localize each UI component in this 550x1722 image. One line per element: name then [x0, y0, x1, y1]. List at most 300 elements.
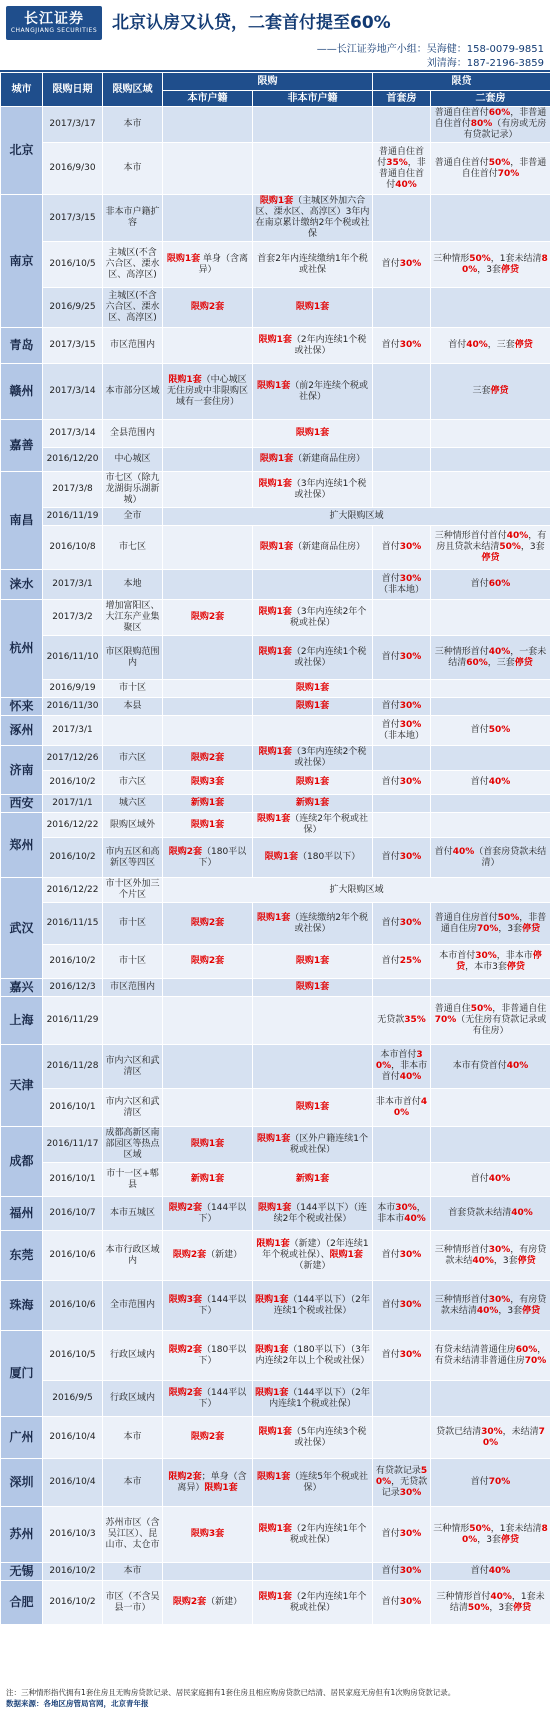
table-row: [1, 1231, 550, 1281]
author-credit-line-2: 刘清海：187-2196-3859: [426, 58, 544, 69]
second-home-cell: 普通自住房首付50%，非普通自住房70%，3套停贷: [431, 903, 550, 945]
first-home-cell: [373, 1163, 431, 1197]
date-cell: 2016/9/19: [43, 680, 103, 698]
logo-zh: 长江证券: [24, 11, 84, 27]
nonlocal-policy-cell: 限购1套（144平以下）（2年内连续1个税或社保）: [253, 1381, 373, 1417]
table-row: [1, 771, 550, 795]
city-cell: 合肥: [1, 1581, 43, 1625]
nonlocal-policy-cell: 限购1套（新建商品住房）: [253, 526, 373, 570]
second-home-cell: 首付40%，三套停贷: [431, 328, 550, 364]
table-row: [1, 698, 550, 716]
date-cell: 2017/3/14: [43, 364, 103, 420]
date-cell: 2016/10/1: [43, 1163, 103, 1197]
area-cell: 本市: [103, 143, 163, 195]
date-cell: 2016/10/6: [43, 1231, 103, 1281]
nonlocal-policy-cell: 新购1套: [253, 1163, 373, 1197]
local-policy-cell: 限购2套: [163, 288, 253, 328]
local-policy-cell: 限购3套（144平以下）: [163, 1281, 253, 1331]
nonlocal-policy-cell: 限购1套（连续2年个税或社保）: [253, 813, 373, 838]
first-home-cell: 首付30%: [373, 1563, 431, 1581]
local-policy-cell: 限购2套；单身（含离异）限购1套: [163, 1459, 253, 1507]
nonlocal-policy-cell: 限购1套（连续5年个税或社保）: [253, 1459, 373, 1507]
local-policy-cell: [163, 997, 253, 1045]
area-cell: 中心城区: [103, 448, 163, 472]
local-policy-cell: 新购1套: [163, 1163, 253, 1197]
table-row: [1, 716, 550, 746]
local-policy-cell: 限购2套: [163, 903, 253, 945]
local-policy-cell: [163, 570, 253, 600]
city-cell: 西安: [1, 795, 43, 813]
date-cell: 2016/9/30: [43, 143, 103, 195]
date-cell: 2016/10/8: [43, 526, 103, 570]
date-cell: 2017/1/1: [43, 795, 103, 813]
second-home-cell: [431, 420, 550, 448]
local-policy-cell: [163, 1089, 253, 1127]
merged-policy-cell: 扩大限购区域: [163, 508, 550, 526]
nonlocal-policy-cell: [253, 143, 373, 195]
first-home-cell: 首付30%（非本地）: [373, 716, 431, 746]
date-cell: 2017/3/1: [43, 716, 103, 746]
second-home-cell: 普通自住50%，非普通自住70%（无住房有贷款记录或有住房）: [431, 997, 550, 1045]
nonlocal-policy-cell: 限购1套（前2年连续个税或社保）: [253, 364, 373, 420]
nonlocal-policy-cell: 限购1套（连续缴纳2年个税或社保）: [253, 903, 373, 945]
city-cell: 怀来: [1, 698, 43, 716]
area-cell: 市七区: [103, 526, 163, 570]
company-logo: [6, 6, 102, 40]
date-cell: 2016/10/2: [43, 1563, 103, 1581]
area-cell: 主城区(不含六合区、溧水区、高淳区): [103, 288, 163, 328]
area-cell: 主城区(不含六合区、溧水区、高淳区): [103, 242, 163, 288]
local-policy-cell: 限购1套（中心城区无住房或中非限购区域有一套住房）: [163, 364, 253, 420]
second-home-cell: 首付40%: [431, 1563, 550, 1581]
nonlocal-policy-cell: [253, 107, 373, 143]
first-home-cell: [373, 680, 431, 698]
merged-policy-cell: 扩大限购区域: [163, 878, 550, 903]
local-policy-cell: 限购2套: [163, 1417, 253, 1459]
area-cell: [103, 997, 163, 1045]
area-cell: 本市: [103, 1459, 163, 1507]
table-row: [1, 795, 550, 813]
nonlocal-policy-cell: [253, 997, 373, 1045]
nonlocal-policy-cell: 限购1套（3年内连续2年个税或社保）: [253, 600, 373, 636]
local-policy-cell: 限购1套: [163, 1127, 253, 1163]
area-cell: 本市五城区: [103, 1197, 163, 1231]
area-cell: 市十区外加三个片区: [103, 878, 163, 903]
first-home-cell: [373, 448, 431, 472]
area-cell: 市十一区+郫县: [103, 1163, 163, 1197]
first-home-cell: [373, 1127, 431, 1163]
local-policy-cell: [163, 195, 253, 242]
table-row: [1, 945, 550, 979]
area-cell: [103, 716, 163, 746]
date-cell: 2017/3/2: [43, 600, 103, 636]
table-row: [1, 1581, 550, 1625]
area-cell: 市六区: [103, 746, 163, 771]
city-cell: 天津: [1, 1045, 43, 1127]
date-cell: 2016/10/7: [43, 1197, 103, 1231]
local-policy-cell: 限购3套: [163, 1507, 253, 1563]
city-cell: 涞水: [1, 570, 43, 600]
area-cell: 增加富阳区、大江东产业集聚区: [103, 600, 163, 636]
first-home-cell: [373, 472, 431, 508]
nonlocal-policy-cell: 限购1套: [253, 945, 373, 979]
local-policy-cell: 限购2套（180平以下）: [163, 1331, 253, 1381]
date-cell: 2016/12/22: [43, 813, 103, 838]
area-cell: 行政区域内: [103, 1331, 163, 1381]
city-cell: 成都: [1, 1127, 43, 1197]
second-home-cell: 首付60%: [431, 570, 550, 600]
local-policy-cell: 限购1套 单身（含离异）: [163, 242, 253, 288]
local-policy-cell: [163, 107, 253, 143]
date-cell: 2016/11/30: [43, 698, 103, 716]
second-home-cell: [431, 1089, 550, 1127]
first-home-cell: [373, 979, 431, 997]
area-cell: 全市: [103, 508, 163, 526]
date-cell: 2016/12/3: [43, 979, 103, 997]
local-policy-cell: [163, 1045, 253, 1089]
city-cell: 珠海: [1, 1281, 43, 1331]
local-policy-cell: [163, 526, 253, 570]
first-home-cell: 首付30%: [373, 771, 431, 795]
nonlocal-policy-cell: 限购1套（区外户籍连续1个税或社保）: [253, 1127, 373, 1163]
nonlocal-policy-cell: 限购1套（144平以下）（连续2年个税或社保）: [253, 1197, 373, 1231]
table-row: [1, 636, 550, 680]
first-home-cell: 有贷款记录50%，无贷款记录30%: [373, 1459, 431, 1507]
city-cell: 嘉兴: [1, 979, 43, 997]
local-policy-cell: 限购2套: [163, 600, 253, 636]
city-cell: 无锡: [1, 1563, 43, 1581]
second-home-cell: 三种情形50%，1套未结清80%，3套停贷: [431, 1507, 550, 1563]
first-home-cell: 首付30%: [373, 328, 431, 364]
local-policy-cell: 限购1套: [163, 813, 253, 838]
area-cell: 市七区（除九龙湖街乐湖新城）: [103, 472, 163, 508]
nonlocal-policy-cell: 限购1套: [253, 1089, 373, 1127]
nonlocal-policy-cell: 限购1套（新建）（2年连续1年个税或社保）、限购1套（新建）: [253, 1231, 373, 1281]
first-home-cell: 首付30%: [373, 1581, 431, 1625]
area-cell: 行政区域内: [103, 1381, 163, 1417]
footer-note: 注：三种情形指代拥有1套住房且无购房贷款记录、居民家庭拥有1套住房且相应购房贷款已结清、居民家庭无房但有1次购房贷款记录。: [6, 1688, 456, 1697]
author-credit-line-1: ——长江证券地产小组：吴海健：158-0079-9851: [316, 44, 544, 55]
date-cell: 2017/3/14: [43, 420, 103, 448]
area-cell: 苏州市区（含吴江区）、昆山市、太仓市: [103, 1507, 163, 1563]
city-cell: 涿州: [1, 716, 43, 746]
city-cell: 上海: [1, 997, 43, 1045]
header-second-home: 二套房: [431, 91, 550, 107]
first-home-cell: 首付30%: [373, 1331, 431, 1381]
nonlocal-policy-cell: 限购1套（3年内连续2个税或社保）: [253, 746, 373, 771]
area-cell: 市十区: [103, 945, 163, 979]
second-home-cell: [431, 813, 550, 838]
second-home-cell: [431, 746, 550, 771]
table-row: [1, 600, 550, 636]
local-policy-cell: 限购2套（144平以下）: [163, 1381, 253, 1417]
table-row: [1, 242, 550, 288]
first-home-cell: [373, 1381, 431, 1417]
city-cell: 深圳: [1, 1459, 43, 1507]
table-row: [1, 1163, 550, 1197]
logo-en: CHANGJIANG SECURITIES: [10, 27, 98, 34]
table-row: [1, 195, 550, 242]
city-cell: 南昌: [1, 472, 43, 570]
area-cell: 城六区: [103, 795, 163, 813]
date-cell: 2016/11/15: [43, 903, 103, 945]
date-cell: 2016/10/6: [43, 1281, 103, 1331]
date-cell: 2016/10/5: [43, 1331, 103, 1381]
header-date: 限购日期: [43, 73, 103, 107]
first-home-cell: 首付30%: [373, 903, 431, 945]
area-cell: 本市: [103, 1563, 163, 1581]
table-row: [1, 997, 550, 1045]
local-policy-cell: [163, 420, 253, 448]
second-home-cell: 首付50%: [431, 716, 550, 746]
date-cell: 2016/10/2: [43, 945, 103, 979]
nonlocal-policy-cell: 限购1套: [253, 698, 373, 716]
header-nonlocal: 非本市户籍: [253, 91, 373, 107]
date-cell: 2017/12/26: [43, 746, 103, 771]
nonlocal-policy-cell: [253, 570, 373, 600]
first-home-cell: 首付25%: [373, 945, 431, 979]
city-cell: 济南: [1, 746, 43, 795]
table-row: [1, 570, 550, 600]
local-policy-cell: [163, 328, 253, 364]
area-cell: 全市范围内: [103, 1281, 163, 1331]
local-policy-cell: [163, 680, 253, 698]
nonlocal-policy-cell: 限购1套（2年内连续1个税或社保）: [253, 636, 373, 680]
table-row: [1, 328, 550, 364]
first-home-cell: [373, 795, 431, 813]
first-home-cell: [373, 813, 431, 838]
nonlocal-policy-cell: 限购1套（180平以下）（3年内连续2年以上个税或社保）: [253, 1331, 373, 1381]
table-row: [1, 107, 550, 143]
first-home-cell: 首付30%: [373, 242, 431, 288]
header-local: 本市户籍: [163, 91, 253, 107]
header-xiangou: 限购: [163, 73, 373, 91]
area-cell: 市内六区和武清区: [103, 1089, 163, 1127]
table-row: [1, 838, 550, 878]
second-home-cell: 首付40%（首套房贷款未结清）: [431, 838, 550, 878]
header-city: 城市: [1, 73, 43, 107]
date-cell: 2016/9/25: [43, 288, 103, 328]
second-home-cell: [431, 698, 550, 716]
nonlocal-policy-cell: [253, 716, 373, 746]
date-cell: 2016/11/29: [43, 997, 103, 1045]
area-cell: 市内五区和高新区等四区: [103, 838, 163, 878]
second-home-cell: [431, 472, 550, 508]
nonlocal-policy-cell: 限购1套: [253, 420, 373, 448]
date-cell: 2016/12/22: [43, 878, 103, 903]
area-cell: 本市: [103, 1417, 163, 1459]
first-home-cell: 非本市首付40%: [373, 1089, 431, 1127]
page-title: 北京认房又认贷，二套首付提至60%: [112, 13, 391, 33]
second-home-cell: [431, 288, 550, 328]
local-policy-cell: 新购1套: [163, 795, 253, 813]
second-home-cell: 三套停贷: [431, 364, 550, 420]
city-cell: 厦门: [1, 1331, 43, 1417]
city-cell: 青岛: [1, 328, 43, 364]
second-home-cell: [431, 600, 550, 636]
table-row: [1, 746, 550, 771]
table-row: [1, 1089, 550, 1127]
area-cell: 成都高新区南部园区等热点区域: [103, 1127, 163, 1163]
second-home-cell: 首付70%: [431, 1459, 550, 1507]
second-home-cell: [431, 795, 550, 813]
date-cell: 2016/10/4: [43, 1459, 103, 1507]
second-home-cell: 有贷未结清普通住房60%，有贷未结清非普通住房70%: [431, 1331, 550, 1381]
nonlocal-policy-cell: 限购1套（2年内连续1个税或社保）: [253, 328, 373, 364]
header-first-home: 首套房: [373, 91, 431, 107]
table-row: [1, 1459, 550, 1507]
city-cell: 赣州: [1, 364, 43, 420]
table-row: [1, 1381, 550, 1417]
header-xiandai: 限贷: [373, 73, 550, 91]
nonlocal-policy-cell: 新购1套: [253, 795, 373, 813]
nonlocal-policy-cell: 限购1套: [253, 288, 373, 328]
city-cell: 南京: [1, 195, 43, 328]
table-row: [1, 472, 550, 508]
area-cell: 市十区: [103, 680, 163, 698]
nonlocal-policy-cell: 限购1套（3年内连续1个税或社保）: [253, 472, 373, 508]
table-row: [1, 1331, 550, 1381]
first-home-cell: [373, 364, 431, 420]
second-home-cell: 首付40%: [431, 771, 550, 795]
nonlocal-policy-cell: 限购1套（主城区外加六合区、溧水区、高淳区）3年内在南京累计缴纳2年个税或社保: [253, 195, 373, 242]
nonlocal-policy-cell: 限购1套（144平以下）（2年连续1个税或社保）: [253, 1281, 373, 1331]
date-cell: 2017/3/17: [43, 107, 103, 143]
area-cell: 本市: [103, 107, 163, 143]
second-home-cell: 本市首付30%，非本市停贷，本市3套停贷: [431, 945, 550, 979]
local-policy-cell: 限购2套（新建）: [163, 1231, 253, 1281]
city-cell: 福州: [1, 1197, 43, 1231]
first-home-cell: 首付30%: [373, 698, 431, 716]
second-home-cell: [431, 1127, 550, 1163]
first-home-cell: 首付30%: [373, 1281, 431, 1331]
nonlocal-policy-cell: 限购1套（2年内连续1年个税或社保）: [253, 1507, 373, 1563]
second-home-cell: [431, 680, 550, 698]
city-cell: 北京: [1, 107, 43, 195]
second-home-cell: 本市有贷首付40%: [431, 1045, 550, 1089]
table-row: [1, 526, 550, 570]
second-home-cell: 三种情形50%，1套未结清80%，3套停贷: [431, 242, 550, 288]
date-cell: 2017/3/1: [43, 570, 103, 600]
date-cell: 2016/11/19: [43, 508, 103, 526]
second-home-cell: 三种情形首付40%，一套未结清60%，三套停贷: [431, 636, 550, 680]
first-home-cell: 首付30%: [373, 838, 431, 878]
local-policy-cell: [163, 1563, 253, 1581]
date-cell: 2016/11/28: [43, 1045, 103, 1089]
nonlocal-policy-cell: 限购1套: [253, 979, 373, 997]
area-cell: 本市部分区域: [103, 364, 163, 420]
table-row: [1, 1563, 550, 1581]
first-home-cell: [373, 1417, 431, 1459]
city-cell: 武汉: [1, 878, 43, 979]
first-home-cell: [373, 420, 431, 448]
nonlocal-policy-cell: 限购1套: [253, 771, 373, 795]
second-home-cell: 三种情形首付30%，有房贷款未结清40%，3套停贷: [431, 1281, 550, 1331]
date-cell: 2016/10/3: [43, 1507, 103, 1563]
city-cell: 嘉善: [1, 420, 43, 472]
area-cell: 市六区: [103, 771, 163, 795]
local-policy-cell: 限购3套: [163, 771, 253, 795]
first-home-cell: [373, 746, 431, 771]
table-row: [1, 680, 550, 698]
city-cell: 苏州: [1, 1507, 43, 1563]
area-cell: 非本市户籍扩容: [103, 195, 163, 242]
second-home-cell: [431, 195, 550, 242]
first-home-cell: [373, 288, 431, 328]
first-home-cell: 首付30%: [373, 1231, 431, 1281]
first-home-cell: 普通自住首付35%，非普通自住首付40%: [373, 143, 431, 195]
nonlocal-policy-cell: 限购1套（2年内连续1年个税或社保）: [253, 1581, 373, 1625]
area-cell: 市区范围内: [103, 328, 163, 364]
first-home-cell: 首付30%: [373, 636, 431, 680]
local-policy-cell: 限购2套（144平以下）: [163, 1197, 253, 1231]
city-cell: 杭州: [1, 600, 43, 698]
area-cell: 限购区域外: [103, 813, 163, 838]
table-row: [1, 903, 550, 945]
local-policy-cell: [163, 698, 253, 716]
area-cell: 本县: [103, 698, 163, 716]
table-row: [1, 288, 550, 328]
first-home-cell: 首付30%: [373, 526, 431, 570]
area-cell: 市十区: [103, 903, 163, 945]
local-policy-cell: [163, 143, 253, 195]
header-area: 限购区域: [103, 73, 163, 107]
date-cell: 2016/9/5: [43, 1381, 103, 1417]
nonlocal-policy-cell: 限购1套（5年内连续3个税或社保）: [253, 1417, 373, 1459]
nonlocal-policy-cell: 限购1套（新建商品住房）: [253, 448, 373, 472]
area-cell: 本地: [103, 570, 163, 600]
date-cell: 2016/10/2: [43, 838, 103, 878]
table-row: [1, 1197, 550, 1231]
first-home-cell: 首付30%: [373, 1507, 431, 1563]
date-cell: 2016/10/5: [43, 242, 103, 288]
date-cell: 2016/11/10: [43, 636, 103, 680]
table-row: [1, 364, 550, 420]
first-home-cell: [373, 107, 431, 143]
local-policy-cell: 限购2套: [163, 746, 253, 771]
second-home-cell: 三种情形首付40%，1套未结清50%，3套停贷: [431, 1581, 550, 1625]
local-policy-cell: [163, 716, 253, 746]
first-home-cell: 无贷款35%: [373, 997, 431, 1045]
table-row: [1, 878, 550, 903]
first-home-cell: 首付30%（非本地）: [373, 570, 431, 600]
table-row: [1, 508, 550, 526]
local-policy-cell: 限购2套: [163, 945, 253, 979]
second-home-cell: [431, 1381, 550, 1417]
area-cell: 市区范围内: [103, 979, 163, 997]
date-cell: 2016/12/20: [43, 448, 103, 472]
table-row: [1, 143, 550, 195]
city-cell: 东莞: [1, 1231, 43, 1281]
table-row: [1, 1127, 550, 1163]
area-cell: 市区限购范围内: [103, 636, 163, 680]
date-cell: 2016/11/17: [43, 1127, 103, 1163]
table-row: [1, 1507, 550, 1563]
nonlocal-policy-cell: [253, 1045, 373, 1089]
nonlocal-policy-cell: 首套2年内连续缴纳1年个税或社保: [253, 242, 373, 288]
second-home-cell: [431, 979, 550, 997]
second-home-cell: [431, 448, 550, 472]
date-cell: 2016/10/2: [43, 1581, 103, 1625]
date-cell: 2017/3/15: [43, 195, 103, 242]
table-row: [1, 448, 550, 472]
second-home-cell: 首付40%: [431, 1163, 550, 1197]
area-cell: 全县范围内: [103, 420, 163, 448]
policy-table: [0, 72, 550, 1625]
table-row: [1, 420, 550, 448]
table-row: [1, 1281, 550, 1331]
header-bar: [0, 0, 550, 72]
